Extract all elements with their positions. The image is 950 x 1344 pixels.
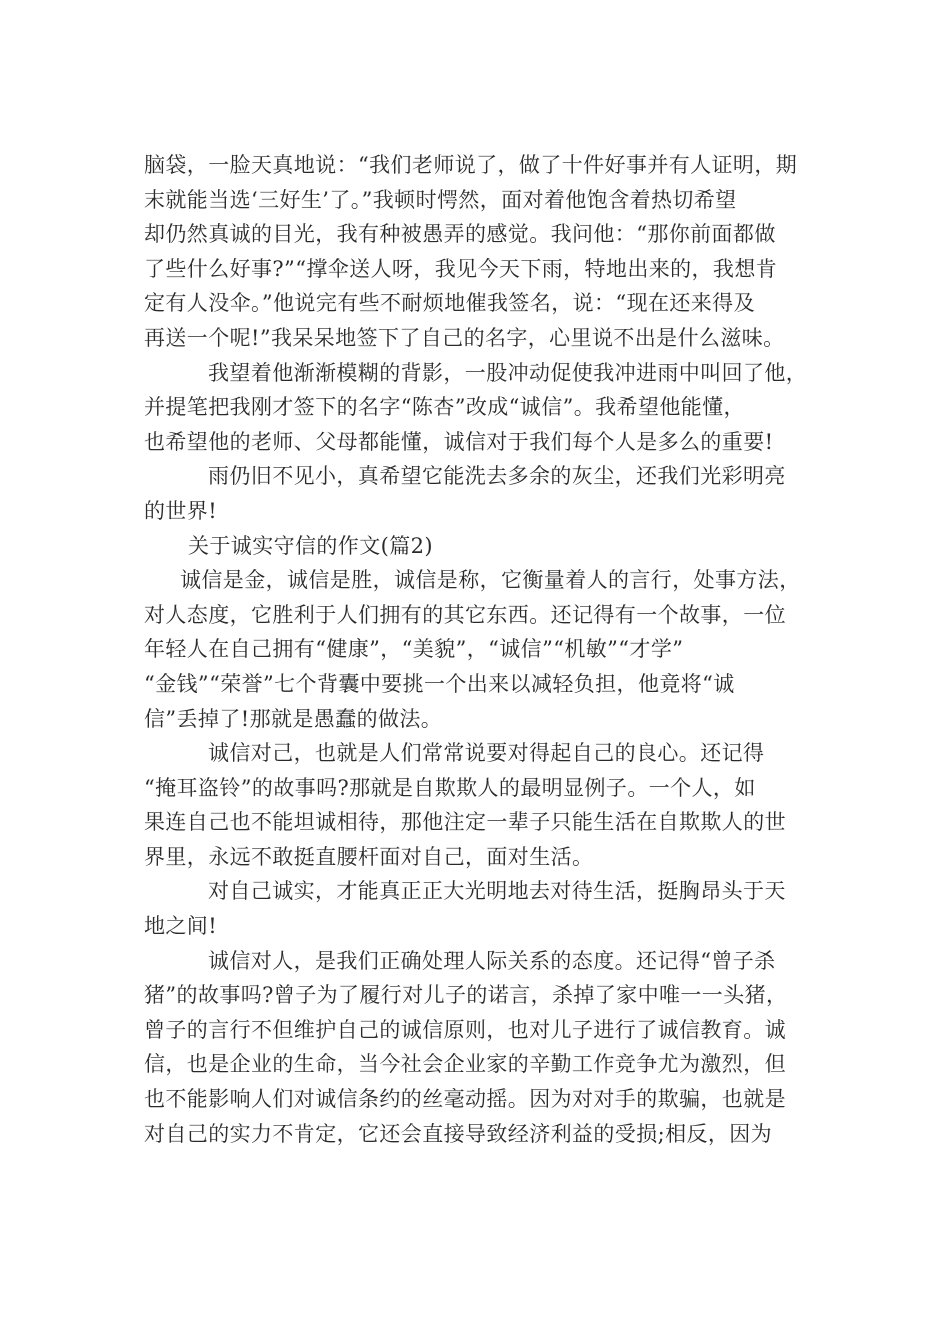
text-line: 了些什么好事?”“撑伞送人呀，我见今天下雨，特地出来的，我想肯	[144, 256, 778, 281]
text-line: 末就能当选‘三好生’了。”我顿时愕然，面对着他饱含着热切希望	[144, 187, 737, 212]
text-line: 也不能影响人们对诚信条约的丝毫动摇。因为对对手的欺骗，也就是	[144, 1087, 786, 1112]
text-line: “金钱”“荣誉”七个背囊中要挑一个出来以减轻负担，他竟将“诚	[144, 671, 735, 696]
text-line: “掩耳盗铃”的故事吗?那就是自欺欺人的最明显例子。一个人，如	[144, 775, 756, 800]
text-line: 地之间!	[144, 914, 218, 939]
text-line: 雨仍旧不见小，真希望它能洗去多余的灰尘，还我们光彩明亮	[208, 464, 786, 489]
text-line: 却仍然真诚的目光，我有种被愚弄的感觉。我问他：“那你前面都做	[144, 222, 776, 247]
text-line: 诚信是金，诚信是胜，诚信是称，它衡量着人的言行，处事方法，	[180, 568, 801, 593]
text-line: 猪”的故事吗?曾子为了履行对儿子的诺言，杀掉了家中唯一一头猪，	[144, 983, 788, 1008]
document-body	[144, 148, 809, 1151]
text-line: 信，也是企业的生命，当今社会企业家的辛勤工作竞争尤为激烈，但	[144, 1052, 786, 1077]
text-line: 诚信对己，也就是人们常常说要对得起自己的良心。还记得	[208, 741, 765, 766]
text-line: 定有人没伞。”他说完有些不耐烦地催我签名，说：“现在还来得及	[144, 291, 755, 316]
text-line: 我望着他渐渐模糊的背影，一股冲动促使我冲进雨中叫回了他，	[208, 360, 808, 385]
text-line: 年轻人在自己拥有“健康”，“美貌”，“诚信”“机敏”“才学”	[144, 637, 684, 662]
section-heading: 关于诚实守信的作文(篇2)	[188, 533, 433, 558]
text-line: 的世界!	[144, 498, 218, 523]
text-line: 曾子的言行不但维护自己的诚信原则，也对儿子进行了诚信教育。诚	[144, 1017, 786, 1042]
text-line: 对人态度，它胜利于人们拥有的其它东西。还记得有一个故事，一位	[144, 602, 786, 627]
text-line: 脑袋，一脸天真地说：“我们老师说了，做了十件好事并有人证明，期	[144, 153, 798, 177]
text-line: 对自己诚实，才能真正正大光明地去对待生活，挺胸昂头于天	[208, 879, 786, 904]
text-line: 界里，永远不敢挺直腰杆面对自己，面对生活。	[144, 844, 594, 869]
text-line: 信”丢掉了!那就是愚蠢的做法。	[144, 706, 443, 731]
text-line: 果连自己也不能坦诚相待，那他注定一辈子只能生活在自欺欺人的世	[144, 810, 786, 835]
text-line: 对自己的实力不肯定，它还会直接导致经济利益的受损;相反，因为	[144, 1121, 773, 1146]
text-line: 再送一个呢!”我呆呆地签下了自己的名字，心里说不出是什么滋味。	[144, 325, 785, 350]
text-line: 并提笔把我刚才签下的名字“陈杏”改成“诚信”。我希望他能懂，	[144, 395, 745, 420]
text-line: 也希望他的老师、父母都能懂，诚信对于我们每个人是多么的重要!	[144, 429, 774, 454]
text-line: 诚信对人，是我们正确处理人际关系的态度。还记得“曾子杀	[208, 948, 776, 973]
